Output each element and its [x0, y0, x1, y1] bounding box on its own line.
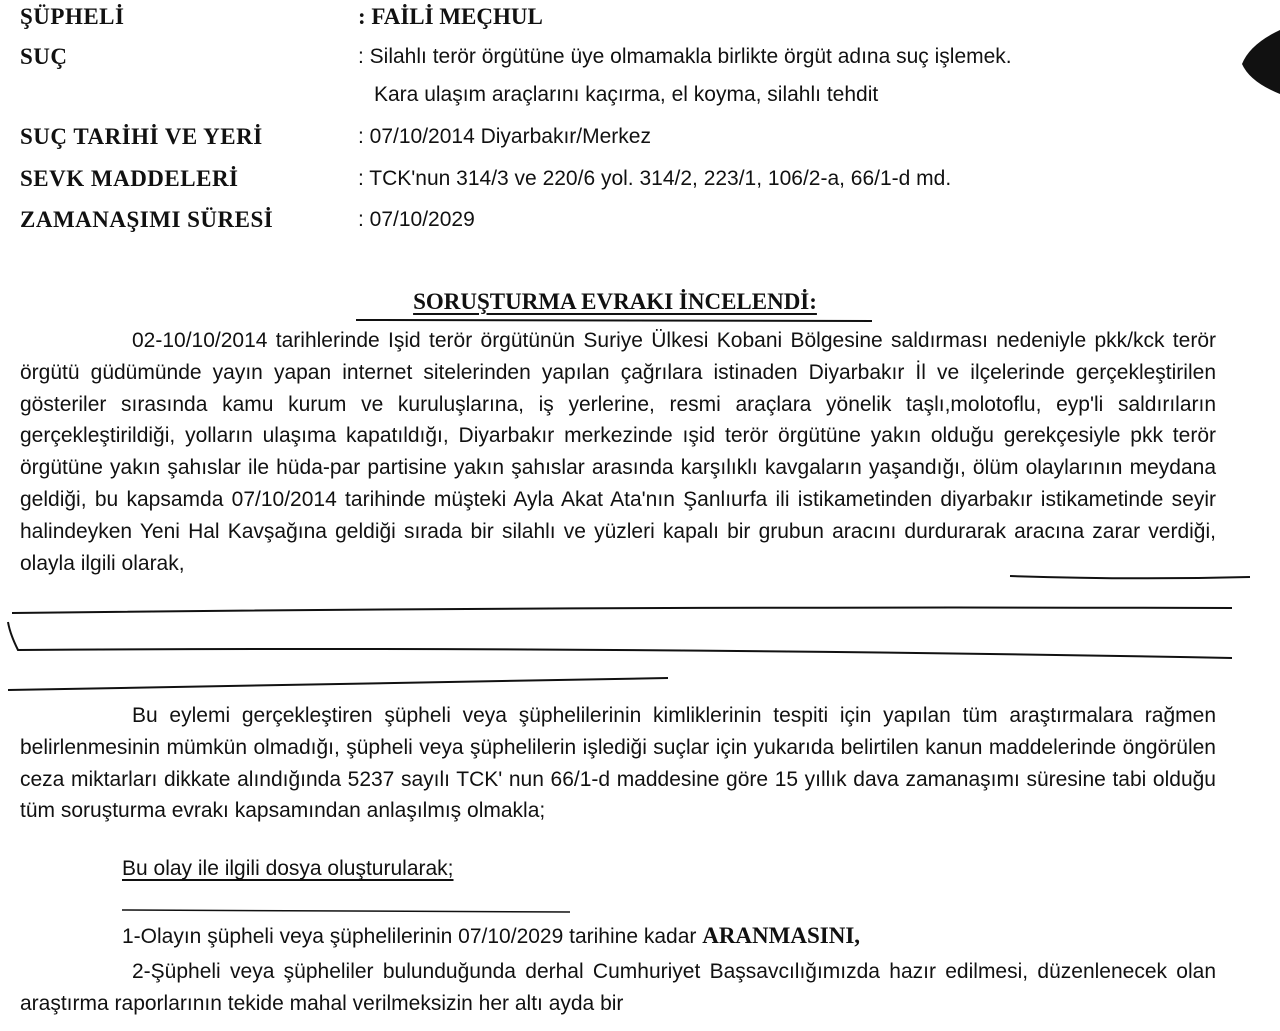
pen-line-3: [8, 622, 1232, 658]
paragraph-item-2: 2-Şüpheli veya şüpheliler bulunduğunda derhal Cumhuriyet Başsavcılığımızda hazır edilmesi, düzenlenecek olan araştırma raporlarının tekide mahal verilmeksizin her altı ayda bir: [20, 960, 1216, 1015]
item-1-text: 1-Olayın şüpheli veya şüphelilerinin 07/10/2029 tarihine kadar: [122, 925, 703, 948]
limitation-label: ZAMANAŞIMI SÜRESİ: [20, 207, 274, 232]
file-line-underline-mark: [122, 910, 570, 912]
paragraph-findings: Bu eylemi gerçekleştiren şüpheli veya şüphelilerinin kimliklerinin tespiti için yapılan tüm araştırmalara rağmen belirlenmesinin mümkün olmadığı, şüpheli veya şüphelilerin işlediği suçlar için yukarıda belirtilen kanun maddelerinde öngörülen ceza miktarları dikkate alındığında 5237 sayılı TCK' nun 66/1-d maddesine göre 15 yıllık dava zamanaşımı süresine tabi olduğu tüm soruşturma evrakı kapsamından anlaşılmış olmakla;: [20, 704, 1216, 823]
suspect-value: : FAİLİ MEÇHUL: [358, 4, 543, 29]
paragraph-investigation: 02-10/10/2014 tarihlerinde Işid terör örgütünün Suriye Ülkesi Kobani Bölgesine saldırması nedeniyle pkk/kck terör örgütü güdümünde yayın yapan internet sitelerinden yapılan çağrılara istinaden Diyarbakır İl ve ilçelerinde gerçekleştirilen gösteriler sırasında kamu kurum ve kuruluşlarına, iş yerlerine, resmi araçlara yönelik taşlı,molotoflu, eyp'li saldırıların gerçekleştirildiği, yolların ulaşıma kapatıldığı, Diyarbakır merkezinde ışid terör örgütüne yakın olduğu gerekçesiyle pkk terör örgütüne yakın şahıslar ile hüda-par partisine yakın şahıslar arasında karşılıklı kavgaların yaşandığı, ölüm olaylarının meydana geldiği, bu kapsamda 07/10/2014 tarihinde müşteki Ayla Akat Ata'nın Şanlıurfa ili istikametinden diyarbakır istikametinde seyir halindeyken Yeni Hal Kavşağına geldiği sırada bir silahlı ve yüzleri kapalı bir grubun aracını durdurarak aracına zarar verdiği, olayla ilgili olarak,: [20, 329, 1216, 575]
heading-underline-mark: [356, 320, 872, 321]
crime-date-label: SUÇ TARİHİ VE YERİ: [20, 124, 263, 149]
crime-label: SUÇ: [20, 44, 68, 69]
page-edge-mark: [1240, 30, 1280, 94]
item-1-line: [122, 921, 860, 952]
articles-label: SEVK MADDELERİ: [20, 166, 239, 191]
limitation-value: : 07/10/2029: [358, 208, 475, 231]
pen-line-4: [8, 678, 668, 690]
section-heading-text: SORUŞTURMA EVRAKI İNCELENDİ:: [413, 289, 817, 314]
crime-continuation-value: Kara ulaşım araçlarını kaçırma, el koyma, silahlı tehdit: [374, 83, 879, 106]
crime-value: : Silahlı terör örgütüne üye olmamakla birlikte örgüt adına suç işlemek.: [358, 45, 1012, 68]
file-creation-text: Bu olay ile ilgili dosya oluşturularak;: [122, 857, 454, 880]
suspect-label: ŞÜPHELİ: [20, 4, 125, 29]
crime-date-value: : 07/10/2014 Diyarbakır/Merkez: [358, 125, 651, 148]
articles-value: : TCK'nun 314/3 ve 220/6 yol. 314/2, 223/1, 106/2-a, 66/1-d md.: [358, 167, 952, 190]
item-1-bold: ARANMASINI,: [702, 923, 861, 948]
pen-line-2: [12, 608, 1232, 613]
section-heading: [0, 287, 1230, 317]
file-creation-line: [122, 854, 454, 884]
